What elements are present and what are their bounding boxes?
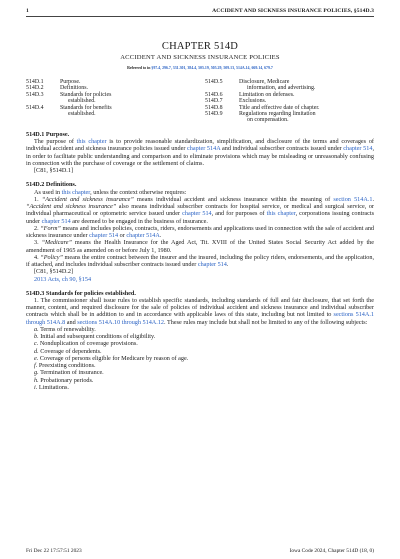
source-note: [C81, §514D.2] xyxy=(34,268,74,276)
standards-paragraph: 1. The commissioner shall issue rules to establish specific standards, including standards of full and fair disclosure, that set forth the manner, content, and required disclosure for the sale of policies of individual accident and sickness insurance and individual subscriber contracts which shall be in addition to and in accordance with applicable laws of this state, including but not limited to sections 514A.1 through 514A.8 and sections 514A.10 through 514A.12. These rules may include but shall not be limited to any of the following subjects: xyxy=(26,296,374,326)
chapter-link[interactable]: this chapter xyxy=(61,188,91,196)
list-item: g. Termination of insurance. xyxy=(34,369,104,377)
list-item: h. Probationary periods. xyxy=(34,376,94,384)
acts-link[interactable]: 2013 Acts, ch 90, §154 xyxy=(34,275,92,283)
chapter-link[interactable]: chapter 514 xyxy=(343,145,373,153)
chapter-link[interactable]: this chapter xyxy=(76,138,107,146)
chapter-link[interactable]: this chapter xyxy=(266,210,296,218)
toc-text: Disclosure, Medicare information, and advertising. xyxy=(239,79,316,92)
referred-links[interactable]: §97.4, 296.7, 331.301, 384.4, 505.19, 505.29, 509.13, 514A.14, 669.14, 679.7 xyxy=(151,66,273,70)
chapter-title: CHAPTER 514D xyxy=(161,41,239,52)
definition-paragraph: 4. “Policy” means the entire contract between the insurer and the insured, including the policy riders, endorsements, and the application, if attached, and includes individual subscriber contracts issued under chapter 514. xyxy=(26,253,374,268)
section-link[interactable]: sections 514A.1 through 514A.8 xyxy=(26,311,374,326)
running-title: ACCIDENT AND SICKNESS INSURANCE POLICIES, §514D.3 xyxy=(212,8,374,14)
toc-text: Standards for benefits established. xyxy=(60,104,112,118)
page-number: 1 xyxy=(26,8,29,14)
footer-timestamp: Fri Dec 22 17:57:51 2023 xyxy=(26,548,82,554)
toc-number: 514D.8 xyxy=(205,104,223,111)
table-of-contents xyxy=(26,79,374,124)
purpose-paragraph: The purpose of this chapter is to provide reasonable standardization, simplification, and disclosure of the terms and coverages of individual accident and sickness insurance policies issued under chapter 514A and individual subscriber contracts issued under chapter 514, in order to facilitate public understanding and comparison and to eliminate provisions which may be misleading or unreasonably confusing in connection with the purchase of coverage or the settlement of claims. xyxy=(26,138,374,167)
section-514d-2 xyxy=(26,181,374,282)
definition-paragraph: 3. “Medicare” means the Health Insurance for the Aged Act, Tit. XVIII of the United States Social Security Act added by the amendment of 1965 as amended on or before July 1, 1980. xyxy=(26,239,374,254)
chapter-subtitle: ACCIDENT AND SICKNESS INSURANCE POLICIES xyxy=(120,54,280,61)
section-link[interactable]: sections 514A.10 through 514A.12 xyxy=(77,318,165,326)
running-header xyxy=(26,8,374,17)
toc-number: 514D.4 xyxy=(26,104,44,111)
toc-text: Definitions. xyxy=(60,85,88,92)
referred-prefix: Referred to in xyxy=(127,66,151,70)
chapter-link[interactable]: chapter 514 xyxy=(197,261,227,268)
toc-number: 514D.3 xyxy=(26,91,44,98)
source-note: [C81, §514D.1] xyxy=(34,167,74,175)
definition-paragraph: 2. “Form” means and includes policies, contracts, riders, endorsements and applications used in connection with the sale of accident and sickness insurance under chapter 514 or chapter 514A. xyxy=(26,224,375,239)
toc-text: Regulations regarding limitation on compensation. xyxy=(239,111,316,124)
toc-text: Exclusions. xyxy=(239,98,267,105)
toc-entry[interactable] xyxy=(205,79,374,92)
toc-entry[interactable] xyxy=(26,105,195,118)
toc-entry[interactable] xyxy=(26,92,195,105)
list-item: c. Nonduplication of coverage provisions. xyxy=(34,340,138,348)
toc-text: Title and effective date of chapter. xyxy=(239,104,320,111)
chapter-link[interactable]: chapter 514 xyxy=(89,232,119,239)
section-heading: 514D.3 Standards for policies established. xyxy=(26,289,136,297)
toc-number: 514D.9 xyxy=(205,111,223,118)
list-item: i. Limitations. xyxy=(34,383,69,391)
toc-number: 514D.7 xyxy=(205,98,223,105)
chapter-link[interactable]: chapter 514 xyxy=(182,210,212,218)
toc-entry[interactable] xyxy=(205,111,374,124)
section-link[interactable]: section 514A.1 xyxy=(333,195,373,203)
acts-note xyxy=(26,276,374,283)
referred-to-line xyxy=(26,66,374,70)
list-item: a. Terms of renewability. xyxy=(34,325,96,333)
toc-text: Purpose. xyxy=(60,79,81,85)
page-footer xyxy=(26,548,374,554)
footer-citation: Iowa Code 2024, Chapter 514D (18, 0) xyxy=(289,548,374,554)
definition-paragraph: 1. “Accident and sickness insurance” means individual accident and sickness insurance within the meaning of section 514A.1. “Accident and sickness insurance” also means individual subscriber contracts for hospital service, or medical and surgical service, or individual pharmaceutical or optometric service issued under chapter 514, and for purposes of this chapter, corporations issuing contracts under chapter 514 are deemed to be engaged in the business of insurance. xyxy=(26,195,375,225)
toc-right-column xyxy=(205,79,374,124)
list-item: d. Coverage of dependents. xyxy=(34,347,102,355)
toc-number: 514D.6 xyxy=(205,91,223,98)
list-item: f. Preexisting conditions. xyxy=(34,362,96,370)
toc-left-column xyxy=(26,79,195,124)
list-item: b. Initial and subsequent conditions of eligibility. xyxy=(34,333,156,341)
chapter-link[interactable]: chapter 514 xyxy=(41,217,71,225)
toc-number: 514D.5 xyxy=(205,79,223,85)
chapter-link[interactable]: chapter 514A xyxy=(126,232,160,239)
section-514d-1 xyxy=(26,131,374,174)
list-item: e. Coverage of persons eligible for Medicare by reason of age. xyxy=(34,354,189,362)
toc-text: Limitation on defenses. xyxy=(239,91,295,98)
toc-text: Standards for policies established. xyxy=(60,91,112,105)
section-514d-3 xyxy=(26,290,374,391)
section-heading: 514D.2 Definitions. xyxy=(26,181,77,189)
toc-number: 514D.1 xyxy=(26,79,44,85)
definitions-intro: As used in this chapter, unless the context otherwise requires: xyxy=(34,188,187,196)
toc-number: 514D.2 xyxy=(26,85,44,92)
section-heading: 514D.1 Purpose. xyxy=(26,130,70,138)
chapter-link[interactable]: chapter 514A xyxy=(187,145,221,153)
